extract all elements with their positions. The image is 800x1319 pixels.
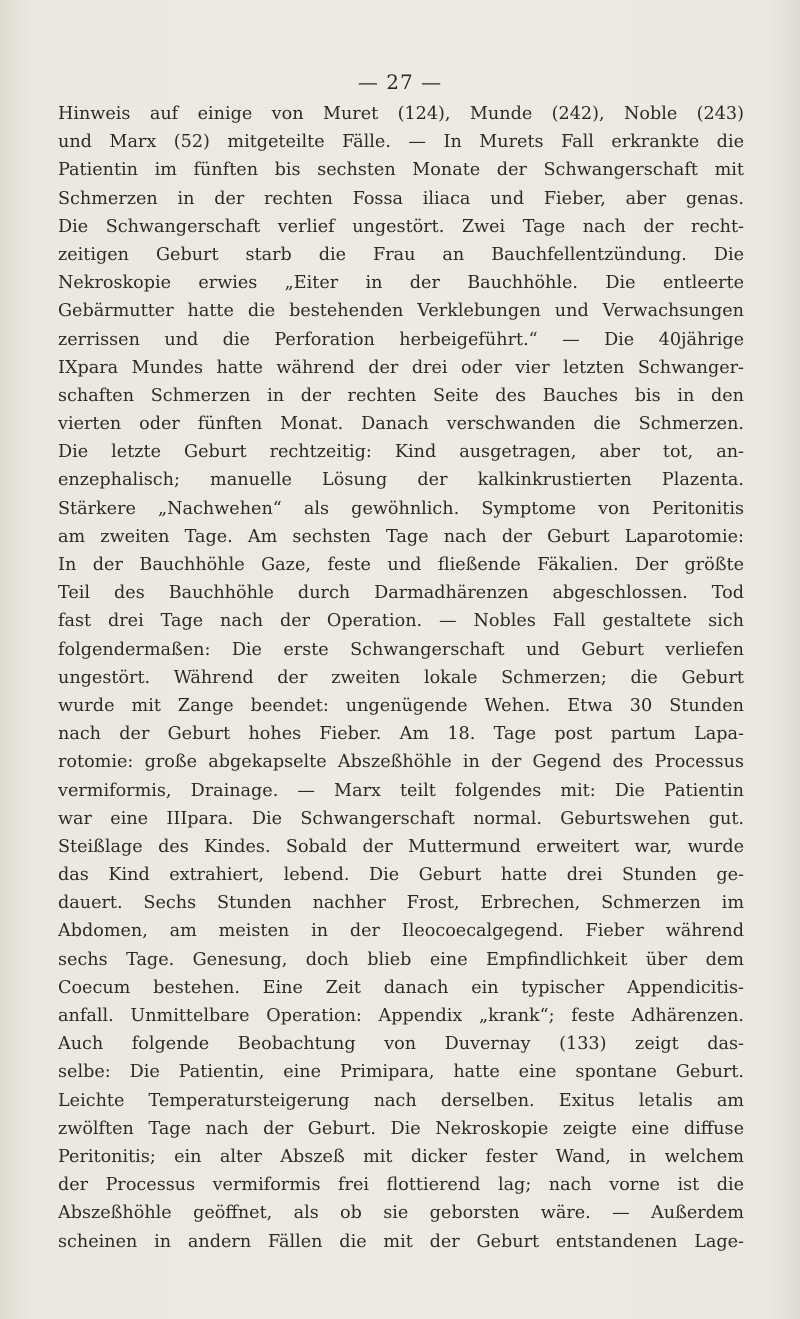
text-line: der Processus vermiformis frei flottierend lag; nach vorne ist die xyxy=(58,1175,744,1196)
text-line: scheinen in andern Fällen die mit der Geburt entstandenen Lage- xyxy=(58,1231,744,1252)
text-line: selbe: Die Patientin, eine Primipara, hatte eine spontane Geburt. xyxy=(58,1062,744,1083)
text-line: wurde mit Zange beendet: ungenügende Wehen. Etwa 30 Stunden xyxy=(58,695,744,716)
text-line: das Kind extrahiert, lebend. Die Geburt hatte drei Stunden ge- xyxy=(58,865,744,886)
text-line: Stärkere „Nachwehen“ als gewöhnlich. Symptome von Peritonitis xyxy=(58,498,744,519)
text-line: und Marx (52) mitgeteilte Fälle. — In Murets Fall erkrankte die xyxy=(58,132,744,153)
text-line: Abszeßhöhle geöffnet, als ob sie geborsten wäre. — Außerdem xyxy=(58,1203,744,1224)
text-line: zerrissen und die Perforation herbeigeführt.“ — Die 40jährige xyxy=(58,329,744,350)
text-line: zwölften Tage nach der Geburt. Die Nekroskopie zeigte eine diffuse xyxy=(58,1118,744,1139)
text-line: Gebärmutter hatte die bestehenden Verklebungen und Verwachsungen xyxy=(58,301,744,322)
text-line: In der Bauchhöhle Gaze, feste und fließende Fäkalien. Der größte xyxy=(58,555,744,575)
text-line: ungestört. Während der zweiten lokale Schmerzen; die Geburt xyxy=(58,667,744,688)
text-line: Leichte Temperatursteigerung nach derselben. Exitus letalis am xyxy=(58,1090,744,1111)
text-line: Hinweis auf einige von Muret (124), Munde (242), Noble (243) xyxy=(58,104,744,124)
body-text xyxy=(58,100,744,1256)
text-line: sechs Tage. Genesung, doch blieb eine Empfindlichkeit über dem xyxy=(58,949,744,970)
text-line: Steißlage des Kindes. Sobald der Muttermund erweitert war, wurde xyxy=(58,836,744,857)
text-line: Patientin im fünften bis sechsten Monate der Schwangerschaft mit xyxy=(58,160,744,181)
page-number: — 27 — xyxy=(357,70,443,94)
text-line: fast drei Tage nach der Operation. — Nobles Fall gestaltete sich xyxy=(58,611,744,632)
text-line: Die Schwangerschaft verlief ungestört. Zwei Tage nach der recht- xyxy=(58,216,744,237)
text-line: Peritonitis; ein alter Abszeß mit dicker fester Wand, in welchem xyxy=(58,1146,744,1167)
text-line: Teil des Bauchhöhle durch Darmadhärenzen abgeschlossen. Tod xyxy=(58,583,744,604)
text-line: war eine IIIpara. Die Schwangerschaft normal. Geburtswehen gut. xyxy=(58,808,744,829)
text-line: Auch folgende Beobachtung von Duvernay (133) zeigt das- xyxy=(58,1034,744,1055)
text-line: am zweiten Tage. Am sechsten Tage nach der Geburt Laparotomie: xyxy=(58,526,744,547)
text-line: anfall. Unmittelbare Operation: Appendix „krank“; feste Adhärenzen. xyxy=(58,1006,744,1026)
text-line: rotomie: große abgekapselte Abszeßhöhle in der Gegend des Processus xyxy=(58,752,744,773)
text-line: zeitigen Geburt starb die Frau an Bauchfellentzündung. Die xyxy=(58,244,744,265)
text-line: vierten oder fünften Monat. Danach verschwanden die Schmerzen. xyxy=(58,414,744,435)
text-line: dauert. Sechs Stunden nachher Frost, Erbrechen, Schmerzen im xyxy=(58,893,744,914)
text-line: schaften Schmerzen in der rechten Seite des Bauches bis in den xyxy=(58,385,744,406)
text-line: IXpara Mundes hatte während der drei oder vier letzten Schwanger- xyxy=(58,357,744,378)
text-line: vermiformis, Drainage. — Marx teilt folgendes mit: Die Patientin xyxy=(58,780,744,801)
text-line: folgendermaßen: Die erste Schwangerschaft und Geburt verliefen xyxy=(58,639,744,660)
text-line: enzephalisch; manuelle Lösung der kalkinkrustierten Plazenta. xyxy=(58,470,744,491)
text-line: nach der Geburt hohes Fieber. Am 18. Tage post partum Lapa- xyxy=(58,724,744,745)
text-line: Die letzte Geburt rechtzeitig: Kind ausgetragen, aber tot, an- xyxy=(58,442,744,463)
text-line: Schmerzen in der rechten Fossa iliaca und Fieber, aber genas. xyxy=(58,188,744,209)
text-line: Abdomen, am meisten in der Ileocoecalgegend. Fieber während xyxy=(58,921,744,942)
text-line: Nekroskopie erwies „Eiter in der Bauchhöhle. Die entleerte xyxy=(58,273,744,294)
text-line: Coecum bestehen. Eine Zeit danach ein typischer Appendicitis- xyxy=(58,977,744,998)
